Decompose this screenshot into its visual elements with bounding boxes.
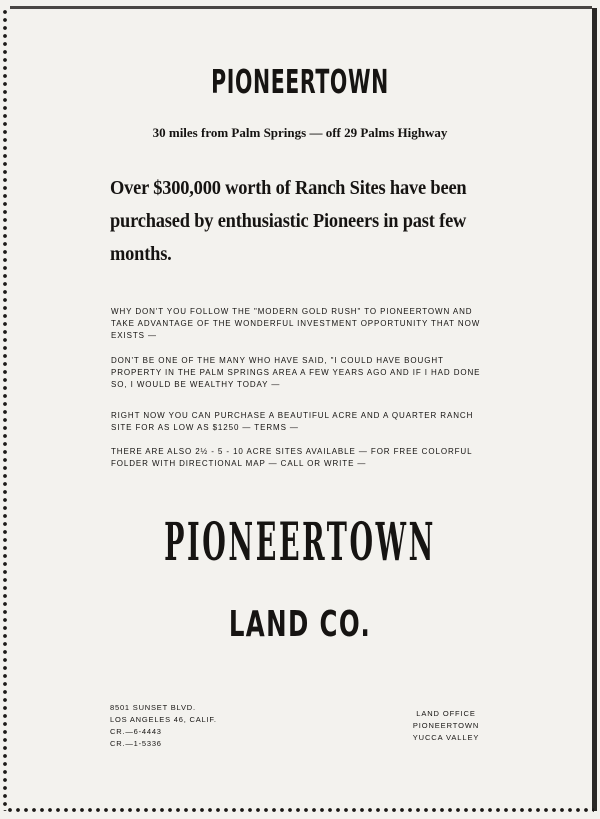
phone-number-1: CR.—6-4443 bbox=[110, 727, 162, 736]
paragraph-gold-rush: WHY DON'T YOU FOLLOW THE "MODERN GOLD RUSH" TO PIONEERTOWN AND TAKE ADVANTAGE OF THE WONDERFUL INVESTMENT OPPORTUNITY THAT NOW EXISTS — bbox=[111, 307, 481, 340]
mailing-address bbox=[110, 702, 217, 750]
paragraph-acre-sites: THERE ARE ALSO 2½ - 5 - 10 ACRE SITES AVAILABLE — FOR FREE COLORFUL FOLDER WITH DIRECTIONAL MAP — CALL OR WRITE — bbox=[111, 447, 473, 468]
company-name: PIONEERTOWN bbox=[164, 512, 436, 573]
company-suffix: LAND CO. bbox=[228, 604, 372, 645]
paragraph-price: RIGHT NOW YOU CAN PURCHASE A BEAUTIFUL ACRE AND A QUARTER RANCH SITE FOR AS LOW AS $1250 — TERMS — bbox=[111, 411, 474, 432]
office-line-3: YUCCA VALLEY bbox=[412, 733, 480, 742]
paragraph-palm-springs: DON'T BE ONE OF THE MANY WHO HAVE SAID, "I COULD HAVE BOUGHT PROPERTY IN THE PALM SPRINGS AREA A FEW YEARS AGO AND IF I HAD DONE SO, I WOULD BE WEALTHY TODAY — bbox=[111, 356, 481, 389]
ad-title: PIONEERTOWN bbox=[211, 62, 389, 101]
office-line-2: PIONEERTOWN bbox=[412, 721, 480, 730]
ad-headline: Over $300,000 worth of Ranch Sites have been purchased by enthusiastic Pioneers in past few months. bbox=[110, 177, 467, 265]
top-border bbox=[10, 6, 592, 9]
address-street: 8501 SUNSET BLVD. bbox=[110, 703, 196, 712]
office-line-1: LAND OFFICE bbox=[416, 709, 476, 718]
ad-subtitle: 30 miles from Palm Springs — off 29 Palms Highway bbox=[152, 125, 448, 140]
phone-number-2: CR.—1-5336 bbox=[110, 739, 162, 748]
bottom-border bbox=[6, 807, 594, 813]
address-city: LOS ANGELES 46, CALIF. bbox=[110, 715, 217, 724]
land-office-block bbox=[390, 708, 502, 744]
